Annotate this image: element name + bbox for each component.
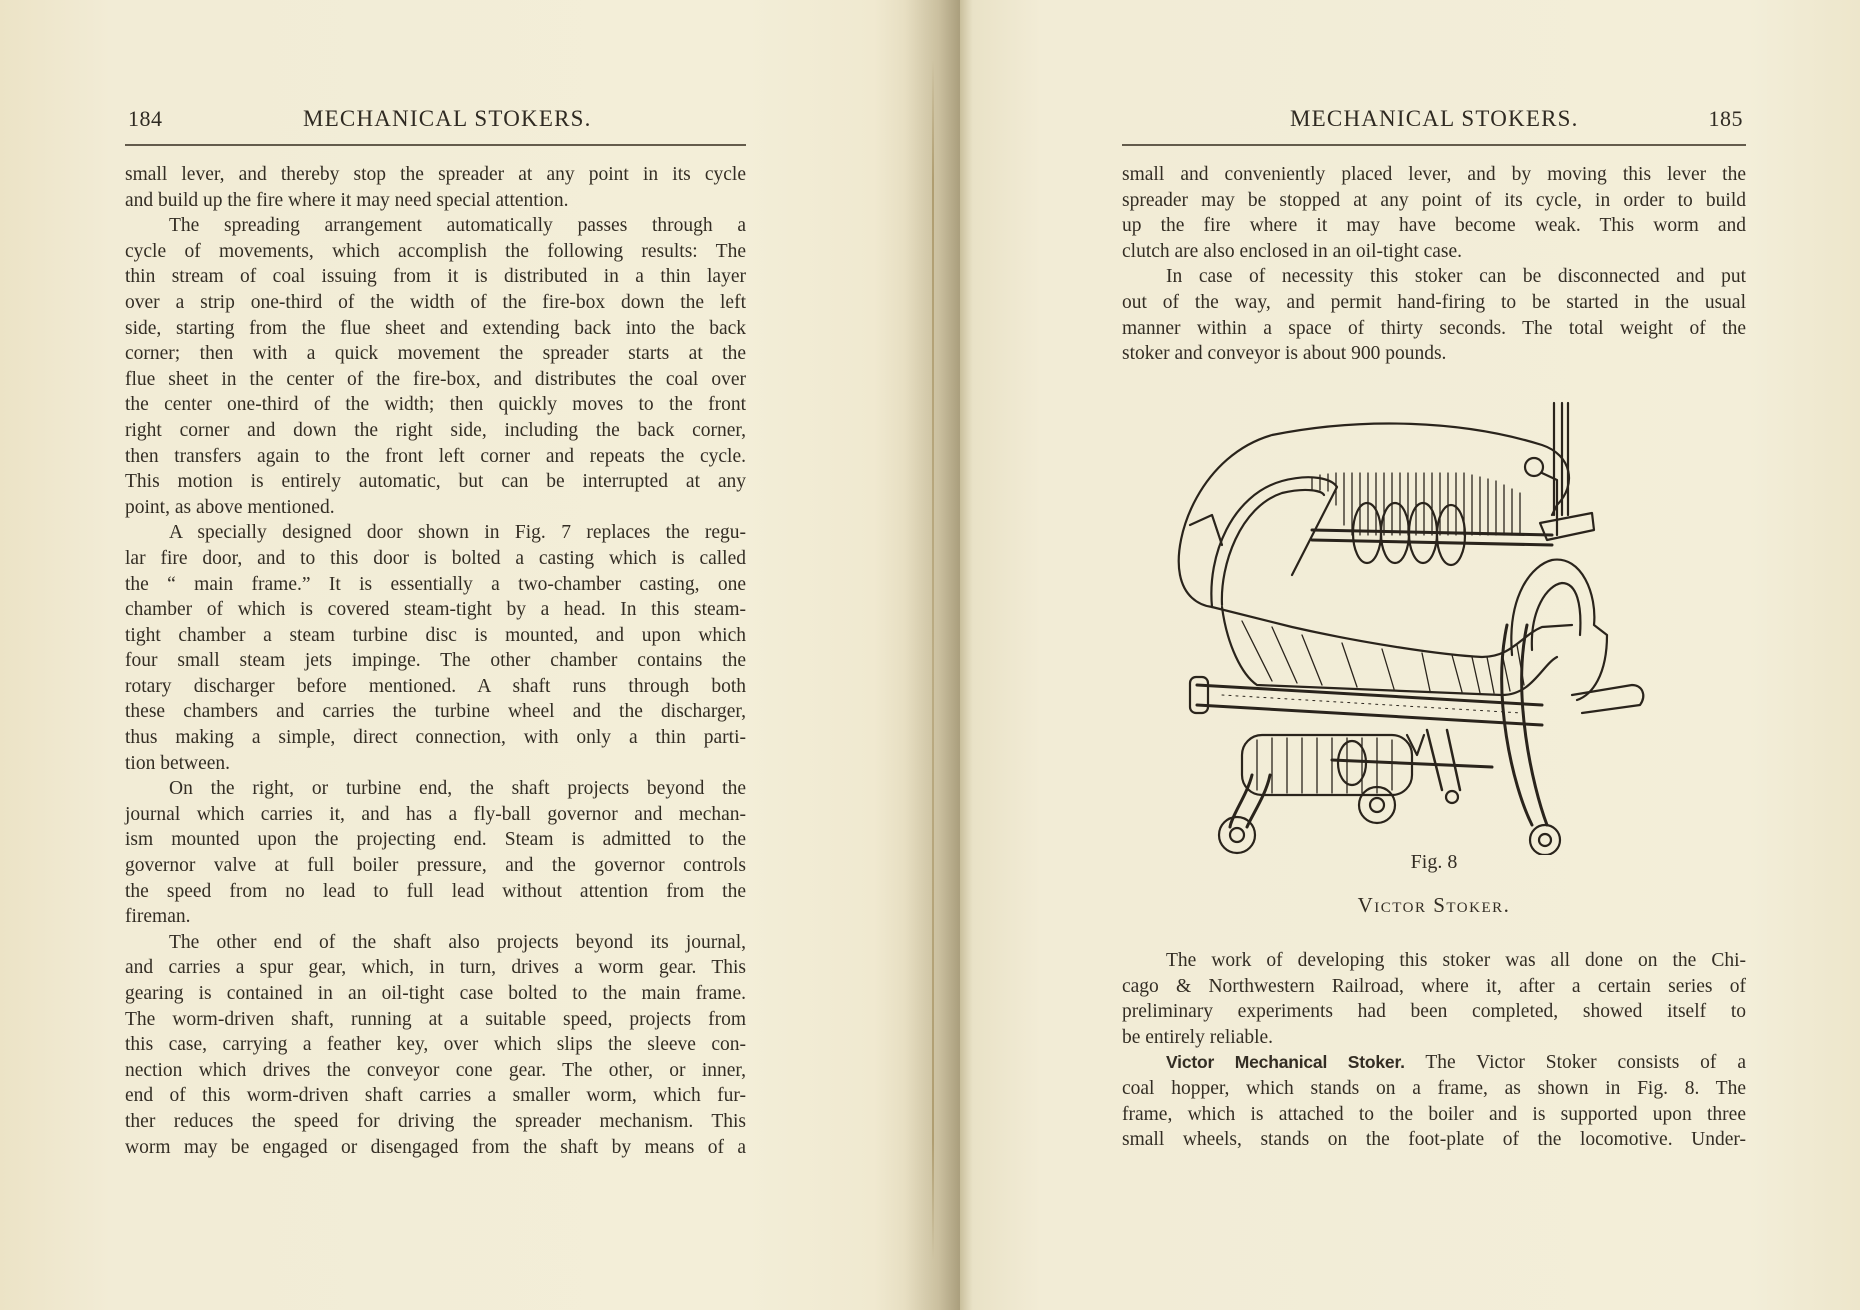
text-line: stoker and conveyor is about 900 pounds.: [1122, 343, 1447, 365]
text-line: the “ main frame.” It is essentially a two-chamber casting, one: [125, 573, 746, 595]
text-line: corner; then with a quick movement the spreader starts at the: [125, 343, 746, 365]
running-head: [1122, 106, 1746, 136]
text-line: over a strip one-third of the width of the fire-box down the left: [125, 291, 746, 313]
text-line: frame, which is attached to the boiler and is supported upon three: [1122, 1103, 1746, 1125]
text-line: side, starting from the flue sheet and extending back into the back: [125, 317, 746, 339]
text-line: small lever, and thereby stop the spreader at any point in its cycle: [125, 164, 746, 185]
text-line: cycle of movements, which accomplish the following results: The: [125, 240, 746, 262]
header-rule: [125, 144, 746, 146]
text-line: up the fire where it may have become weak. This worm and: [1122, 215, 1746, 237]
text-line: A specially designed door shown in Fig. 7 replaces the regu-: [169, 522, 746, 544]
text-line: chamber of which is covered steam-tight by a head. In this steam-: [125, 599, 746, 621]
page-number: 184: [128, 106, 163, 131]
text-line: preliminary experiments had been completed, showed itself to: [1122, 1001, 1746, 1023]
text-line: then transfers again to the front left corner and repeats the cycle.: [125, 445, 746, 467]
text-line: tion between.: [125, 752, 231, 774]
running-title: MECHANICAL STOKERS.: [1290, 106, 1579, 131]
text-line: right corner and down the right side, including the back corner,: [125, 419, 746, 441]
text-line: spreader may be stopped at any point of its cycle, in order to build: [1122, 189, 1746, 211]
section-heading-line: [1122, 1050, 1746, 1076]
text-line: end of this worm-driven shaft carries a smaller worm, which fur-: [125, 1085, 746, 1107]
text-line: and carries a spur gear, which, in turn, drives a worm gear. This: [125, 957, 746, 979]
text-line: flue sheet in the center of the fire-box, and distributes the coal over: [125, 368, 746, 390]
left-page: [125, 0, 746, 1310]
text-run: The Victor Stoker consists of a: [1425, 1052, 1746, 1074]
figure-label: Fig. 8: [1410, 851, 1458, 873]
text-line: out of the way, and permit hand-firing to be started in the usual: [1122, 291, 1746, 313]
text-line: On the right, or turbine end, the shaft projects beyond the: [169, 778, 746, 800]
text-line: fireman.: [125, 906, 191, 928]
binding-gutter: [932, 60, 934, 1260]
header-rule: [1122, 144, 1746, 146]
figure-victor-stoker: [1162, 395, 1722, 855]
figure-caption: Victor Stoker.: [1357, 893, 1511, 917]
text-line: nection which drives the conveyor cone gear. The other, or inner,: [125, 1059, 746, 1081]
stoker-illustration: [1162, 395, 1722, 855]
text-line: these chambers and carries the turbine wheel and the discharger,: [125, 701, 746, 723]
text-line: cago & Northwestern Railroad, where it, after a certain series of: [1122, 975, 1746, 997]
text-line: This motion is entirely automatic, but can be interrupted at any: [125, 471, 746, 493]
text-line: point, as above mentioned.: [125, 496, 335, 518]
text-line: the center one-third of the width; then quickly moves to the front: [125, 394, 746, 416]
text-line: The other end of the shaft also projects beyond its journal,: [169, 931, 746, 953]
text-line: be entirely reliable.: [1122, 1026, 1274, 1048]
page-number: 185: [1708, 106, 1743, 131]
text-line: gearing is contained in an oil-tight case bolted to the main frame.: [125, 983, 746, 1004]
text-line: rotary discharger before mentioned. A shaft runs through both: [125, 675, 746, 697]
running-head: [125, 106, 746, 136]
text-line: lar fire door, and to this door is bolted a casting which is called: [125, 547, 746, 569]
section-heading: Victor Mechanical Stoker.: [1166, 1052, 1405, 1073]
text-line: The work of developing this stoker was all done on the Chi-: [1166, 950, 1746, 971]
text-line: The spreading arrangement automatically passes through a: [169, 215, 746, 237]
text-line: the speed from no lead to full lead without attention from the: [125, 880, 746, 902]
text-line: clutch are also enclosed in an oil-tight case.: [1122, 240, 1463, 262]
text-line: governor valve at full boiler pressure, and the governor controls: [125, 855, 746, 877]
text-line: and build up the fire where it may need special attention.: [125, 189, 569, 211]
running-title: MECHANICAL STOKERS.: [303, 106, 592, 131]
text-line: tight chamber a steam turbine disc is mounted, and upon which: [125, 624, 746, 646]
text-line: worm may be engaged or disengaged from the shaft by means of a: [125, 1136, 746, 1158]
text-line: The worm-driven shaft, running at a suitable speed, projects from: [125, 1008, 746, 1030]
body-text-upper: [1122, 162, 1746, 367]
text-line: thin stream of coal issuing from it is distributed in a thin layer: [125, 266, 746, 288]
text-line: thus making a simple, direct connection, with only a thin parti-: [125, 727, 746, 749]
text-line: In case of necessity this stoker can be disconnected and put: [1166, 266, 1746, 288]
text-line: coal hopper, which stands on a frame, as shown in Fig. 8. The: [1122, 1077, 1746, 1099]
text-line: manner within a space of thirty seconds. The total weight of the: [1122, 317, 1746, 339]
text-line: four small steam jets impinge. The other chamber contains the: [125, 650, 746, 672]
body-text: [125, 162, 746, 1160]
body-text-lower: [1122, 948, 1746, 1153]
text-line: small wheels, stands on the foot-plate of the locomotive. Under-: [1122, 1129, 1746, 1151]
text-line: small and conveniently placed lever, and by moving this lever the: [1122, 164, 1746, 185]
text-line: ther reduces the speed for driving the spreader mechanism. This: [125, 1110, 746, 1132]
text-line: this case, carrying a feather key, over which slips the sleeve con-: [125, 1034, 746, 1056]
right-page: [1122, 0, 1746, 1310]
text-line: ism mounted upon the projecting end. Steam is admitted to the: [125, 829, 746, 851]
text-line: journal which carries it, and has a fly-ball governor and mechan-: [125, 803, 746, 825]
